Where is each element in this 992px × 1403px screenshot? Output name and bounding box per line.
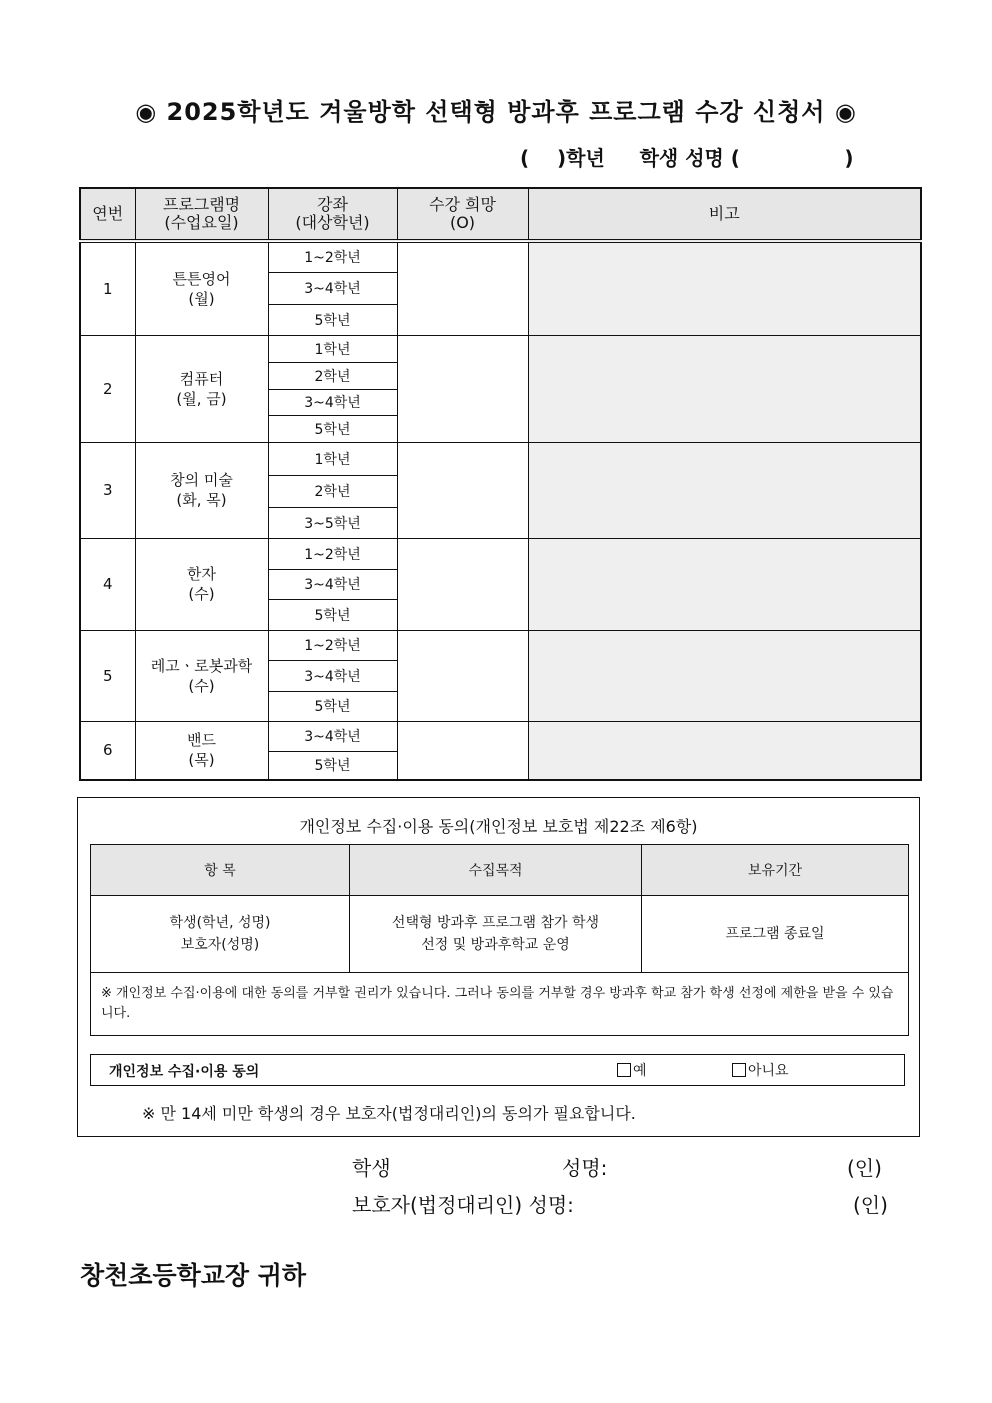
course-grade: 3~4학년 [268, 660, 397, 691]
program-name: 한자 (수) [135, 538, 268, 630]
program-number: 3 [80, 442, 135, 538]
course-grade: 3~5학년 [268, 507, 397, 538]
course-grade: 1학년 [268, 335, 397, 362]
table-row [80, 721, 921, 751]
remarks-cell[interactable] [528, 538, 921, 630]
program-number: 2 [80, 335, 135, 442]
course-grade: 2학년 [268, 475, 397, 507]
program-name: 창의 미술 (화, 목) [135, 442, 268, 538]
course-grade: 2학년 [268, 362, 397, 389]
program-name: 튼튼영어 (월) [135, 241, 268, 335]
program-number: 4 [80, 538, 135, 630]
table-row [80, 630, 921, 660]
remarks-cell[interactable] [528, 335, 921, 442]
course-grade: 3~4학년 [268, 569, 397, 599]
privacy-item: 학생(학년, 성명) 보호자(성명) [91, 896, 350, 973]
minor-consent-note: ※ 만 14세 미만 학생의 경우 보호자(법정대리인)의 동의가 필요합니다. [142, 1104, 636, 1123]
wish-cell[interactable] [397, 335, 528, 442]
privacy-header-item: 항 목 [91, 845, 350, 896]
consent-yes-option[interactable] [617, 1060, 647, 1080]
course-grade: 5학년 [268, 751, 397, 780]
course-grade: 5학년 [268, 415, 397, 442]
program-table [79, 187, 922, 781]
remarks-cell[interactable] [528, 630, 921, 721]
header-num: 연번 [80, 188, 135, 241]
wish-cell[interactable] [397, 442, 528, 538]
wish-cell[interactable] [397, 630, 528, 721]
privacy-table [90, 844, 909, 1036]
course-grade: 1~2학년 [268, 241, 397, 272]
addressee: 창천초등학교장 귀하 [80, 1261, 307, 1290]
course-grade: 1~2학년 [268, 538, 397, 569]
checkbox-icon[interactable] [617, 1063, 631, 1077]
program-name: 밴드 (목) [135, 721, 268, 780]
consent-label: 개인정보 수집·이용 동의 [109, 1064, 260, 1080]
remarks-cell[interactable] [528, 442, 921, 538]
remarks-cell[interactable] [528, 241, 921, 335]
wish-cell[interactable] [397, 721, 528, 780]
consent-no-label: 아니요 [748, 1063, 789, 1079]
student-info-line[interactable]: ( )학년 학생 성명 ( ) [520, 146, 854, 170]
program-number: 6 [80, 721, 135, 780]
course-grade: 1~2학년 [268, 630, 397, 660]
table-row [80, 335, 921, 362]
privacy-title: 개인정보 수집·이용 동의(개인정보 보호법 제22조 제6항) [299, 817, 698, 836]
privacy-period: 프로그램 종료일 [642, 896, 909, 973]
consent-yes-label: 예 [633, 1063, 647, 1079]
guardian-signature-label[interactable]: 보호자(법정대리인) 성명: [352, 1193, 574, 1217]
course-grade: 1학년 [268, 442, 397, 475]
program-name: 컴퓨터 (월, 금) [135, 335, 268, 442]
student-name-label[interactable]: 성명: [562, 1156, 608, 1180]
header-remarks: 비고 [528, 188, 921, 241]
privacy-purpose: 선택형 방과후 프로그램 참가 학생 선정 및 방과후학교 운영 [350, 896, 642, 973]
student-seal: (인) [847, 1156, 882, 1180]
table-row [80, 442, 921, 475]
student-signature-label: 학생 [352, 1156, 391, 1180]
program-table-body [80, 241, 921, 780]
wish-cell[interactable] [397, 241, 528, 335]
checkbox-icon[interactable] [732, 1063, 746, 1077]
guardian-seal: (인) [853, 1193, 888, 1217]
program-number: 1 [80, 241, 135, 335]
consent-row [90, 1054, 905, 1086]
header-course: 강좌 (대상학년) [268, 188, 397, 241]
remarks-cell[interactable] [528, 721, 921, 780]
course-grade: 5학년 [268, 304, 397, 335]
course-grade: 3~4학년 [268, 389, 397, 415]
privacy-note: ※ 개인정보 수집·이용에 대한 동의를 거부할 권리가 있습니다. 그러나 동의를 거부할 경우 방과후 학교 참가 학생 선정에 제한을 받을 수 있습니다. [91, 973, 909, 1036]
table-row [80, 538, 921, 569]
privacy-header-purpose: 수집목적 [350, 845, 642, 896]
course-grade: 5학년 [268, 691, 397, 721]
form-title: ◉ 2025학년도 겨울방학 선택형 방과후 프로그램 수강 신청서 ◉ [135, 98, 857, 126]
course-grade: 3~4학년 [268, 272, 397, 304]
table-row [80, 241, 921, 272]
wish-cell[interactable] [397, 538, 528, 630]
privacy-header-period: 보유기간 [642, 845, 909, 896]
course-grade: 3~4학년 [268, 721, 397, 751]
header-wish: 수강 희망 (O) [397, 188, 528, 241]
program-name: 레고ㆍ로봇과학 (수) [135, 630, 268, 721]
program-number: 5 [80, 630, 135, 721]
course-grade: 5학년 [268, 599, 397, 630]
privacy-consent-section [77, 797, 920, 1137]
header-program: 프로그램명 (수업요일) [135, 188, 268, 241]
consent-no-option[interactable] [732, 1060, 789, 1080]
